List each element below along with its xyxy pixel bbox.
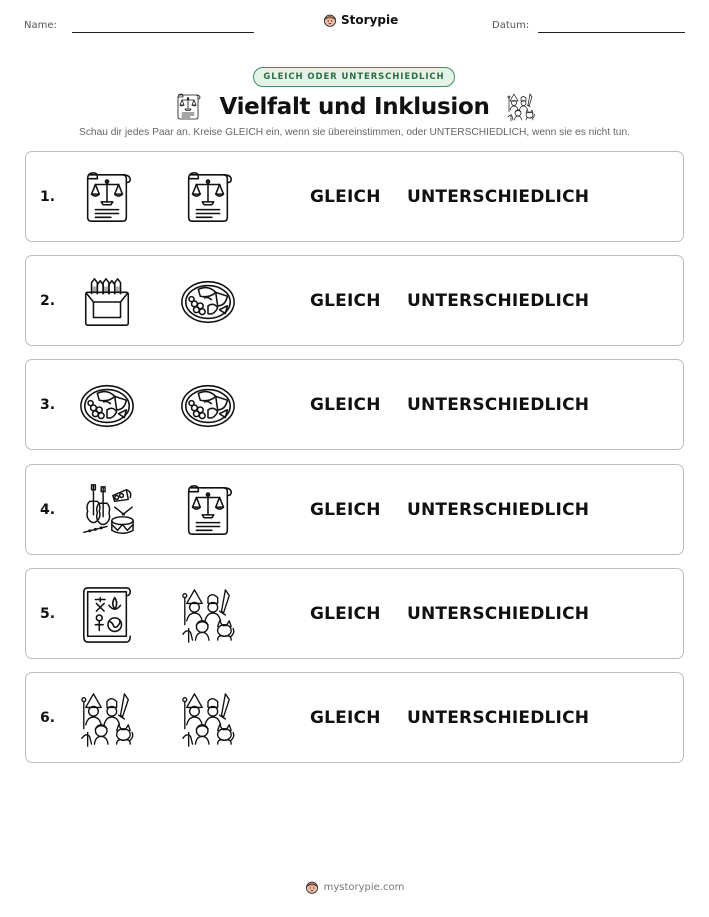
item-number: 3. [40,397,56,414]
item-number: 1. [40,189,56,205]
same-option[interactable]: GLEICH [310,603,381,624]
item-card [25,464,684,555]
category-badge: GLEICH ODER UNTERSCHIEDLICH [253,67,455,87]
brand-name: Storypie [341,13,399,27]
food-platter-icon [179,273,237,331]
same-option[interactable]: GLEICH [310,499,381,520]
scales-scroll-icon [179,482,237,540]
item-card [25,359,684,450]
crayon-box-icon [78,273,136,331]
item-number: 4. [40,501,56,518]
different-option[interactable]: UNTERSCHIEDLICH [407,708,590,728]
same-option[interactable]: GLEICH [310,395,381,416]
name-line[interactable] [72,32,254,33]
instructions: Schau dir jedes Paar an. Kreise GLEICH ein, wenn sie übereinstimmen, oder UNTERSCHIEDLICH, wenn sie es nicht tun. [79,127,630,138]
footer [0,880,709,894]
item-number: 5. [40,605,56,622]
storypie-icon [323,13,337,27]
diverse-group-icon [78,690,136,748]
same-option[interactable]: GLEICH [310,187,381,207]
item-number: 6. [40,710,56,726]
item-card [25,568,684,659]
scales-scroll-icon [78,169,136,227]
item-card [25,151,684,242]
storypie-icon [305,880,319,894]
food-platter-icon [179,377,237,435]
diverse-group-icon [506,92,536,122]
scales-scroll-icon [179,169,237,227]
diverse-group-icon [179,586,237,644]
scales-scroll-icon [173,92,203,122]
different-option[interactable]: UNTERSCHIEDLICH [407,187,590,207]
same-option[interactable]: GLEICH [310,291,381,312]
brand-logo [323,13,398,27]
same-option[interactable]: GLEICH [310,708,381,728]
footer-url[interactable]: mystorypie.com [323,881,405,893]
different-option[interactable]: UNTERSCHIEDLICH [407,603,590,624]
page-title: Vielfalt und Inklusion [219,94,490,120]
instruments-icon [78,482,136,540]
diverse-group-icon [179,690,237,748]
different-option[interactable]: UNTERSCHIEDLICH [407,499,590,520]
culture-scroll-icon [78,586,136,644]
title-row [0,90,709,124]
date-label: Datum: [492,20,530,31]
name-label: Name: [24,20,57,31]
date-line[interactable] [538,32,685,33]
item-number: 2. [40,293,56,310]
food-platter-icon [78,377,136,435]
item-card [25,255,684,346]
different-option[interactable]: UNTERSCHIEDLICH [407,291,590,312]
different-option[interactable]: UNTERSCHIEDLICH [407,395,590,416]
item-card [25,672,684,763]
